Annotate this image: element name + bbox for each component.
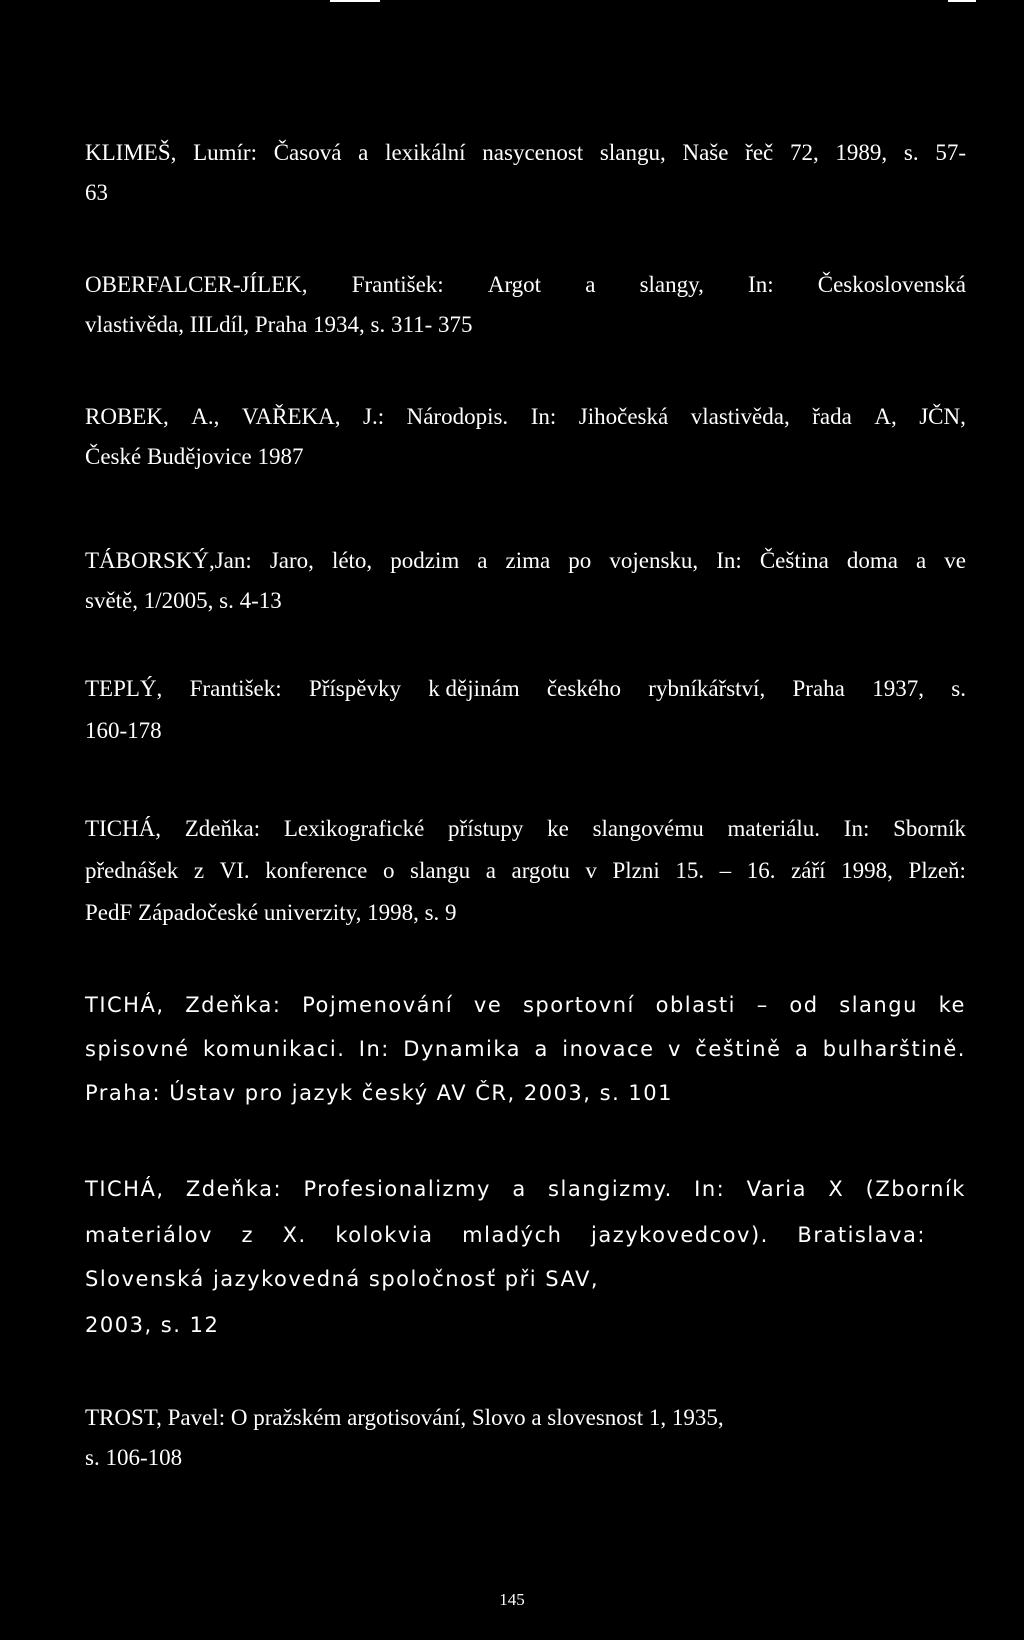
entry-text: A, [874, 404, 897, 429]
entry-text: Příspěvky [308, 676, 401, 701]
entry-text: 1937, [872, 676, 924, 701]
entry-text: KLIMEŠ, [85, 140, 177, 165]
entry-text: kolokvia [335, 1223, 434, 1247]
entry-text: argotu [511, 858, 570, 883]
entry-text: Bratislava: [797, 1223, 926, 1247]
entry-text: jazykovedcov). [591, 1223, 769, 1247]
entry-line [85, 1310, 966, 1340]
entry-text: 1989, [835, 140, 888, 165]
entry-line [85, 1034, 966, 1064]
entry-text: vojensku, [609, 548, 699, 573]
entry-text: od [789, 993, 819, 1017]
entry-text: JČN, [919, 404, 966, 429]
entry-line [85, 990, 966, 1020]
entry-text: Plzeň: [908, 858, 966, 883]
entry-text: Jaro, [269, 548, 314, 573]
entry-line [85, 1078, 966, 1108]
entry-text: slangovému [592, 816, 704, 841]
entry-text: 15. [675, 858, 705, 883]
entry-text: s. 106-108 [85, 1445, 183, 1470]
entry-text: doma [846, 548, 898, 573]
entry-text: TROST, Pavel: O pražském argotisování, Slovo a slovesnost 1, 1935, [85, 1405, 724, 1430]
entry-text: konference [265, 858, 368, 883]
page-number: 145 [499, 1590, 525, 1609]
entry-text: – [719, 858, 732, 883]
entry-text: Varia [746, 1177, 808, 1201]
entry-text: Slovenská jazykovedná spoločnosť při SAV, [85, 1267, 600, 1291]
entry-text: 72, [789, 140, 819, 165]
entry-text: lexikální [385, 140, 466, 165]
entry-text: Československá [817, 272, 966, 297]
entry-text: světě, 1/2005, s. 4-13 [85, 588, 282, 613]
entry-text: Dynamika [403, 1037, 522, 1061]
entry-text: Pojmenování [302, 993, 454, 1017]
entry-line [85, 814, 966, 844]
entry-text: slangu [410, 858, 471, 883]
entry-text: ve [944, 548, 966, 573]
entry-text: X. [282, 1223, 307, 1247]
entry-text: TICHÁ, [85, 993, 165, 1017]
entry-text: inovace [562, 1037, 655, 1061]
entry-text: v [667, 1037, 682, 1061]
entry-text: rybníkářství, [648, 676, 766, 701]
entry-text: z [241, 1223, 255, 1247]
entry-text: – [756, 993, 769, 1017]
entry-text: A., [191, 404, 220, 429]
scan-edge-mark [330, 0, 380, 2]
entry-line [85, 586, 966, 616]
entry-text: 16. [746, 858, 776, 883]
entry-text: slangy, [639, 272, 704, 297]
entry-text: Naše [682, 140, 729, 165]
entry-line [85, 1174, 966, 1204]
entry-text: po [568, 548, 592, 573]
entry-text: Plzni [612, 858, 660, 883]
entry-text: Časová [273, 140, 342, 165]
entry-text: vlastivěda, IILdíl, Praha 1934, s. 311- 375 [85, 312, 473, 337]
entry-text: slangu, [599, 140, 666, 165]
entry-line [85, 674, 966, 704]
entry-text: řada [812, 404, 852, 429]
entry-text: Lumír: [193, 140, 257, 165]
entry-text: In: [716, 548, 742, 573]
entry-text: přednášek [85, 858, 179, 883]
entry-text: v [585, 858, 597, 883]
entry-text: a [477, 548, 488, 573]
entry-text: sportovní [522, 993, 635, 1017]
entry-text: mladých [462, 1223, 563, 1247]
entry-text: a [485, 858, 496, 883]
entry-text: vlastivěda, [690, 404, 790, 429]
entry-text: z [193, 858, 205, 883]
entry-text: 1998, [841, 858, 893, 883]
entry-text: 63 [85, 180, 108, 205]
entry-text: léto, [331, 548, 373, 573]
entry-text: VAŘEKA, [241, 404, 341, 429]
entry-text: nasycenost [482, 140, 584, 165]
entry-text: 160-178 [85, 718, 162, 743]
entry-text: J.: [363, 404, 385, 429]
entry-text: a [534, 1037, 549, 1061]
entry-text: a [794, 1037, 810, 1061]
entry-text: Profesionalizmy [303, 1177, 491, 1201]
entry-text: bulharštině. [822, 1037, 966, 1061]
entry-text: materiálu. [727, 816, 821, 841]
entry-line [85, 402, 966, 432]
entry-text: Národopis. [406, 404, 509, 429]
entry-text: spisovné [85, 1037, 190, 1061]
entry-text: TICHÁ, [85, 1177, 165, 1201]
entry-line [85, 1443, 966, 1473]
entry-text: podzim [390, 548, 460, 573]
entry-line [85, 1264, 966, 1294]
entry-line [85, 310, 966, 340]
entry-text: TEPLÝ, [85, 676, 163, 701]
entry-line [85, 138, 966, 168]
entry-text: In: [358, 1037, 390, 1061]
entry-text: TÁBORSKÝ,Jan: [85, 548, 252, 573]
entry-text: Zdeňka: [184, 816, 261, 841]
entry-text: Lexikografické [283, 816, 425, 841]
entry-text: materiálov [85, 1223, 213, 1247]
entry-text: ROBEK, [85, 404, 169, 429]
entry-text: PedF Západočeské univerzity, 1998, s. 9 [85, 900, 457, 925]
entry-text: ke [938, 993, 966, 1017]
entry-text: a [358, 140, 369, 165]
entry-text: oblasti [655, 993, 736, 1017]
entry-text: Zdeňka: [185, 993, 282, 1017]
entry-text: (Zborník [865, 1177, 966, 1201]
entry-text: Argot [487, 272, 542, 297]
entry-line [85, 1220, 926, 1250]
entry-text: a [916, 548, 927, 573]
entry-text: češtině [695, 1037, 782, 1061]
entry-line [85, 546, 966, 576]
entry-text: Jihočeská [578, 404, 669, 429]
entry-text: Sborník [893, 816, 966, 841]
entry-line [85, 1403, 966, 1433]
entry-text: komunikaci. [202, 1037, 346, 1061]
entry-text: ke [547, 816, 569, 841]
entry-text: In: [694, 1177, 726, 1201]
entry-text: zima [505, 548, 551, 573]
entry-text: s. [903, 140, 919, 165]
entry-text: In: [530, 404, 557, 429]
entry-text: František: [189, 676, 282, 701]
entry-text: řeč [745, 140, 774, 165]
entry-text: In: [748, 272, 774, 297]
entry-line [85, 716, 966, 746]
scan-edge-mark [948, 0, 976, 2]
entry-text: slangizmy. [548, 1177, 673, 1201]
entry-text: VI. [219, 858, 250, 883]
entry-text: Čeština [759, 548, 829, 573]
entry-text: přístupy [448, 816, 524, 841]
entry-text: Zdeňka: [185, 1177, 283, 1201]
entry-text: 2003, s. 12 [85, 1313, 220, 1337]
entry-line [85, 178, 966, 208]
entry-text: o [382, 858, 395, 883]
entry-text: X [828, 1177, 845, 1201]
entry-text: In: [843, 816, 870, 841]
entry-text: Praha: Ústav pro jazyk český AV ČR, 2003, s. 101 [85, 1081, 674, 1105]
entry-line [85, 442, 966, 472]
entry-text: září [791, 858, 826, 883]
entry-line [85, 898, 966, 928]
entry-text: slangu [839, 993, 918, 1017]
entry-text: František: [351, 272, 444, 297]
entry-text: OBERFALCER-JÍLEK, [85, 272, 308, 297]
entry-text: České Budějovice 1987 [85, 444, 304, 469]
entry-text: s. [951, 676, 966, 701]
entry-line [85, 270, 966, 300]
entry-text: ve [473, 993, 503, 1017]
entry-text: 57- [935, 140, 966, 165]
entry-text: a [512, 1177, 527, 1201]
entry-text: TICHÁ, [85, 816, 162, 841]
entry-text: k dějinám [428, 676, 520, 701]
entry-text: Praha [792, 676, 845, 701]
entry-line [85, 856, 966, 886]
entry-text: českého [546, 676, 621, 701]
entry-text: a [585, 272, 596, 297]
